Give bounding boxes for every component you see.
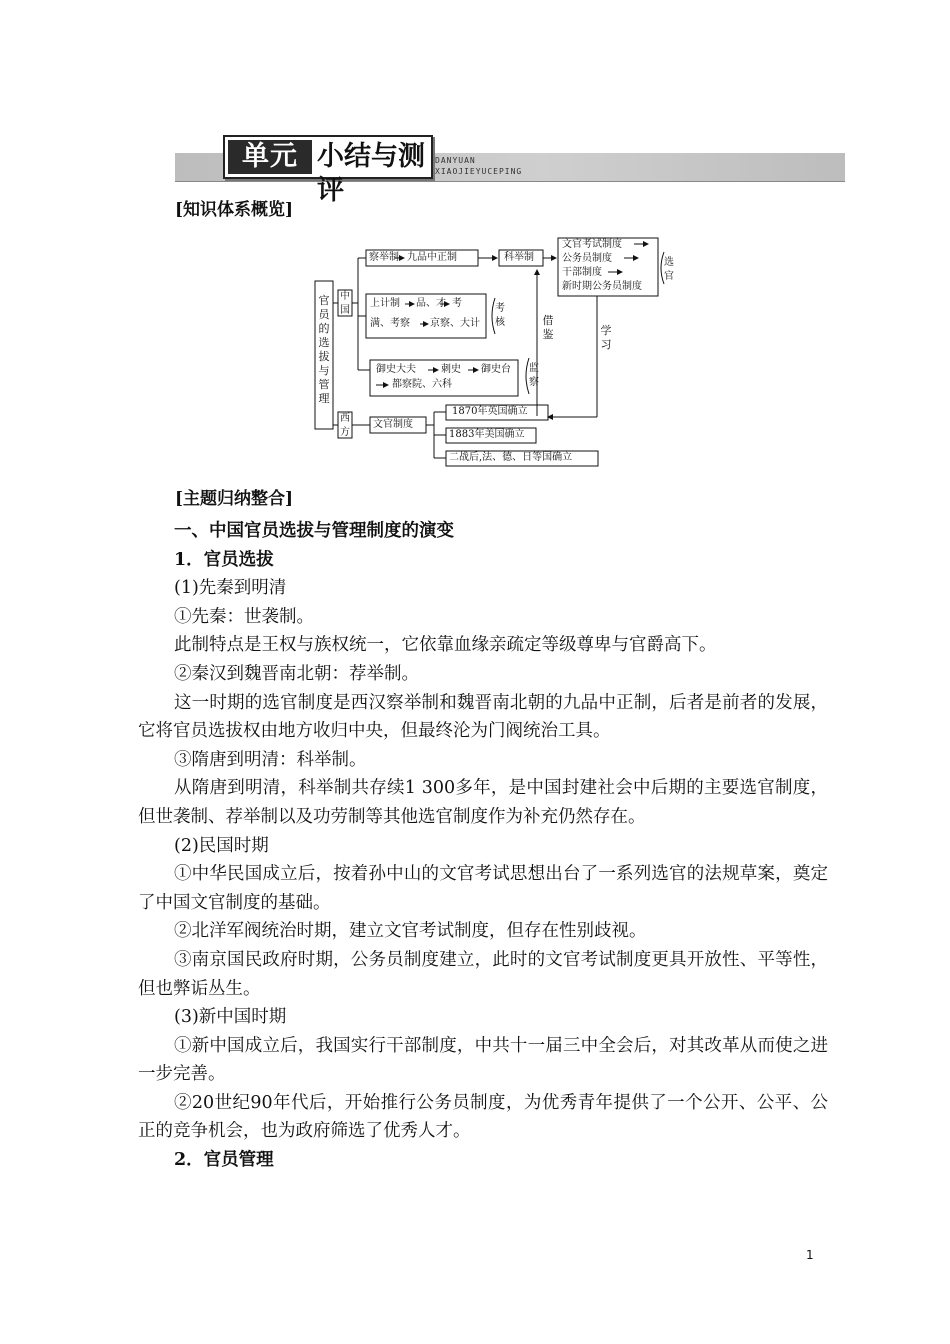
paragraph: 此制特点是王权与族权统一，它依靠血缘亲疏定等级尊卑与官爵高下。 <box>174 635 717 656</box>
diagram-mankaocha: 满、考察 <box>370 318 410 329</box>
diagram-root: 官员的选拔与管理 <box>318 294 330 405</box>
diagram-jiejian: 借鉴 <box>542 314 554 341</box>
diagram-postwar: 二战后,法、德、日等国确立 <box>449 452 573 463</box>
diagram-xuanguan: 选官 <box>664 257 674 282</box>
diagram-pincai: 品、才 <box>416 298 446 309</box>
paragraph: ②秦汉到魏晋南北朝：荐举制。 <box>174 663 419 684</box>
diagram-yushi: 御史大夫 <box>376 364 416 375</box>
banner-subtitle <box>435 155 522 177</box>
diagram-west: 西方 <box>340 413 350 438</box>
paragraph: ①先秦：世袭制。 <box>174 606 314 627</box>
diagram-xinshiqi: 新时期公务员制度 <box>562 281 642 292</box>
diagram-shangji: 上计制 <box>370 298 400 309</box>
subheading-selection: 1．官员选拔 <box>174 549 274 570</box>
diagram-xuexi: 学习 <box>600 324 612 351</box>
unit-banner <box>175 133 845 206</box>
diagram-1883: 1883年美国确立 <box>449 429 525 440</box>
diagram-wenguan: 文官制度 <box>373 419 413 430</box>
diagram-cishi: 刺史 <box>441 364 461 375</box>
diagram-duchayuan: 都察院、六科 <box>392 379 452 390</box>
diagram-gongwuyuan: 公务员制度 <box>562 253 612 264</box>
diagram-jingcha: 京察、大计 <box>430 318 480 329</box>
paragraph: (2)民国时期 <box>174 835 269 856</box>
paragraph: 这一时期的选官制度是西汉察举制和魏晋南北朝的九品中正制，后者是前者的发展，它将官员选拔权由地方收归中央，但最终沦为门阀统治工具。 <box>138 692 828 742</box>
diagram-kaohe: 考核 <box>495 303 505 328</box>
diagram-china: 中国 <box>340 291 350 316</box>
section-title-summary: [主题归纳整合] <box>175 489 294 509</box>
diagram-chaju: 察举制 <box>369 252 399 263</box>
banner-sub-line2: XIAOJIEYUCEPING <box>435 167 523 176</box>
paragraph: ③南京国民政府时期，公务员制度建立，此时的文官考试制度更具开放性、平等性，但也弊诟丛生。 <box>138 949 828 999</box>
knowledge-diagram <box>312 236 692 468</box>
diagram-1870: 1870年英国确立 <box>452 406 528 417</box>
section-title-overview: [知识体系概览] <box>175 200 294 220</box>
paragraph: (3)新中国时期 <box>174 1007 287 1028</box>
diagram-kao: 考 <box>452 298 462 309</box>
page-number: 1 <box>806 1248 814 1262</box>
paragraph: 从隋唐到明清，科举制共存续1 300多年，是中国封建社会中后期的主要选官制度，但世袭制、荐举制以及功劳制等其他选官制度作为补充仍然存在。 <box>138 778 828 827</box>
heading-evolution: 一、中国官员选拔与管理制度的演变 <box>174 521 454 541</box>
diagram-wenguan-exam: 文官考试制度 <box>562 239 622 250</box>
subheading-management: 2．官员管理 <box>174 1150 274 1171</box>
paragraph: (1)先秦到明清 <box>174 578 287 599</box>
banner-title-light: 小结与测评 <box>317 141 425 206</box>
paragraph: ①中华民国成立后，按着孙中山的文官考试思想出台了一系列选官的法规草案，奠定了中国文官制度的基础。 <box>138 864 828 913</box>
banner-sub-line1: DANYUAN <box>435 156 476 165</box>
diagram-jiancha: 监察 <box>529 363 539 388</box>
diagram-jiupin: 九品中正制 <box>407 252 457 263</box>
diagram-yushitai: 御史台 <box>481 364 511 375</box>
banner-title-box <box>223 135 433 206</box>
main-content <box>138 517 828 1175</box>
paragraph: ③隋唐到明清：科举制。 <box>174 749 367 770</box>
diagram-ganbu: 干部制度 <box>562 267 602 278</box>
banner-title-dark: 单元 <box>228 140 312 174</box>
paragraph: ②北洋军阀统治时期，建立文官考试制度，但存在性别歧视。 <box>174 921 647 942</box>
paragraph: ①新中国成立后，我国实行干部制度，中共十一届三中全会后，对其改革从而使之进一步完善。 <box>138 1035 828 1085</box>
paragraph: ②20世纪90年代后，开始推行公务员制度，为优秀青年提供了一个公开、公平、公正的竞争机会，也为政府筛选了优秀人才。 <box>138 1092 828 1142</box>
diagram-keju: 科举制 <box>504 252 534 263</box>
